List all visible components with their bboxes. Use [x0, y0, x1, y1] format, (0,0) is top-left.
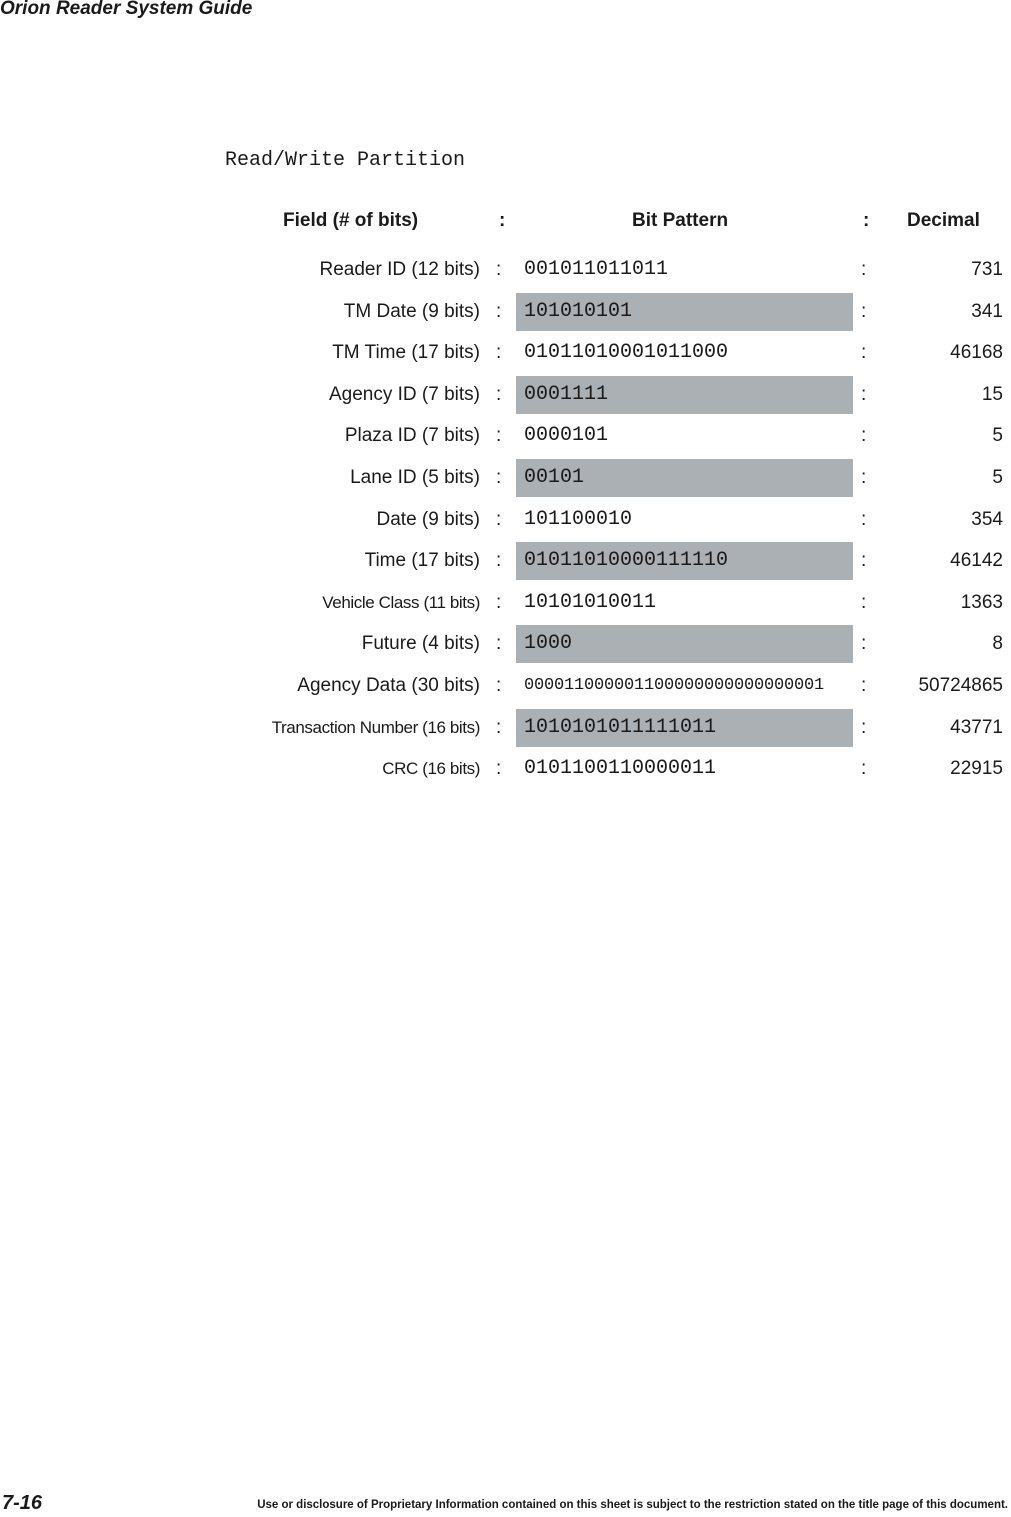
- bit-pattern: 000011000001100000000000000001: [524, 675, 825, 695]
- bit-pattern: 10101010011: [524, 590, 657, 614]
- separator-colon: :: [861, 342, 867, 364]
- table-row: [0, 415, 1011, 457]
- bit-pattern: 01011010000111110: [516, 542, 853, 580]
- separator-colon: :: [496, 674, 502, 696]
- separator-colon: :: [496, 425, 502, 447]
- table-row: [0, 499, 1011, 541]
- field-name: Plaza ID (7 bits): [344, 425, 480, 447]
- bit-pattern: 0101100110000011: [524, 757, 717, 781]
- decimal-value: 1363: [960, 591, 1003, 613]
- field-name: Agency ID (7 bits): [329, 383, 480, 405]
- separator-colon: :: [496, 466, 502, 488]
- decimal-value: 15: [981, 383, 1003, 405]
- column-header-colon: :: [499, 210, 506, 231]
- bit-pattern: 1000: [516, 625, 853, 663]
- bit-pattern: 101010101: [516, 293, 853, 331]
- separator-colon: :: [496, 633, 502, 655]
- bit-pattern: 0000101: [524, 424, 609, 448]
- separator-colon: :: [861, 300, 867, 322]
- separator-colon: :: [861, 674, 867, 696]
- separator-colon: :: [496, 758, 502, 780]
- bit-pattern: 01011010001011000: [524, 341, 729, 365]
- separator-colon: :: [861, 508, 867, 530]
- decimal-value: 22915: [950, 758, 1003, 780]
- separator-colon: :: [861, 259, 867, 280]
- separator-colon: :: [861, 591, 867, 613]
- table-row: [0, 582, 1011, 624]
- separator-colon: :: [496, 300, 502, 322]
- table-row: [0, 291, 1011, 333]
- decimal-value: 50724865: [918, 674, 1003, 696]
- field-name: Time (17 bits): [364, 550, 480, 572]
- field-name: TM Time (17 bits): [332, 342, 480, 364]
- decimal-value: 5: [992, 466, 1003, 488]
- table-row: [0, 374, 1011, 416]
- column-header-field: Field (# of bits): [283, 210, 419, 231]
- proprietary-notice: Use or disclosure of Proprietary Information contained on this sheet is subject to the restriction stated on the title page of this document.: [257, 1499, 1008, 1511]
- decimal-value: 731: [971, 259, 1003, 280]
- field-name: Vehicle Class (11 bits): [322, 592, 480, 612]
- table-column-headers: [0, 210, 1011, 240]
- bit-pattern: 1010101011111011: [516, 709, 853, 747]
- field-name: Lane ID (5 bits): [350, 466, 480, 488]
- separator-colon: :: [861, 758, 867, 780]
- table-row: [0, 707, 1011, 749]
- decimal-value: 46142: [950, 550, 1003, 572]
- separator-colon: :: [861, 466, 867, 488]
- table-row: [0, 623, 1011, 665]
- field-name: Reader ID (12 bits): [319, 259, 480, 280]
- separator-colon: :: [861, 633, 867, 655]
- field-name: Date (9 bits): [376, 508, 480, 530]
- field-name: Transaction Number (16 bits): [271, 717, 480, 737]
- decimal-value: 8: [992, 633, 1003, 655]
- separator-colon: :: [496, 508, 502, 530]
- separator-colon: :: [496, 383, 502, 405]
- table-row: [0, 457, 1011, 499]
- bit-pattern: 101100010: [524, 507, 633, 531]
- separator-colon: :: [496, 342, 502, 364]
- decimal-value: 354: [971, 508, 1003, 530]
- table-row: [0, 249, 1011, 291]
- separator-colon: :: [496, 259, 502, 280]
- column-header-decimal: Decimal: [907, 210, 980, 231]
- decimal-value: 46168: [950, 342, 1003, 364]
- separator-colon: :: [861, 716, 867, 738]
- field-name: TM Date (9 bits): [343, 300, 480, 322]
- table-row: [0, 748, 1011, 790]
- decimal-value: 5: [992, 425, 1003, 447]
- section-title: Read/Write Partition: [225, 149, 466, 172]
- table-row: [0, 540, 1011, 582]
- separator-colon: :: [861, 550, 867, 572]
- separator-colon: :: [496, 716, 502, 738]
- bit-pattern: 0001111: [516, 376, 853, 414]
- table-row: [0, 332, 1011, 374]
- field-name: CRC (16 bits): [382, 759, 480, 779]
- column-header-bit-pattern: Bit Pattern: [632, 210, 729, 231]
- field-name: Agency Data (30 bits): [297, 674, 480, 696]
- bit-pattern: 001011011011: [524, 258, 669, 281]
- separator-colon: :: [861, 383, 867, 405]
- separator-colon: :: [861, 425, 867, 447]
- partition-table: [0, 249, 1011, 790]
- separator-colon: :: [496, 550, 502, 572]
- decimal-value: 341: [971, 300, 1003, 322]
- bit-pattern: 00101: [516, 459, 853, 497]
- column-header-colon: :: [863, 210, 870, 231]
- field-name: Future (4 bits): [361, 633, 480, 655]
- separator-colon: :: [496, 591, 502, 613]
- page-number: 7-16: [2, 1492, 43, 1514]
- decimal-value: 43771: [950, 716, 1003, 738]
- document-header-title: Orion Reader System Guide: [0, 0, 253, 19]
- table-row: [0, 665, 1011, 707]
